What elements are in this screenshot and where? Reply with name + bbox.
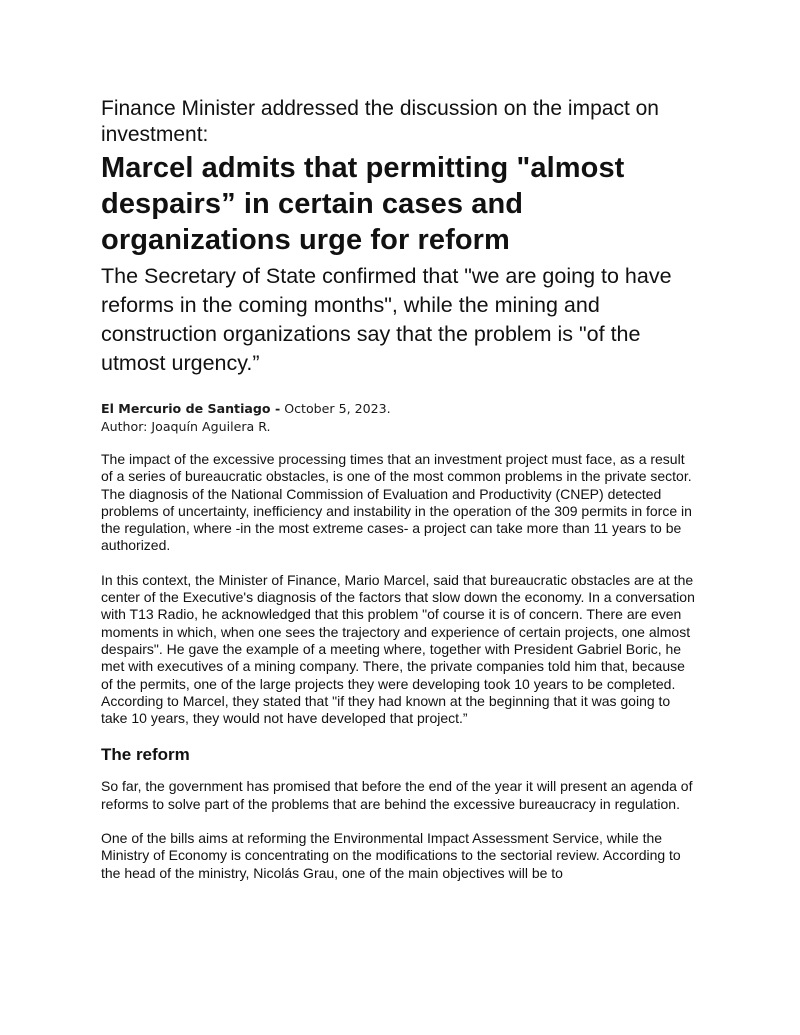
article-byline [101,400,701,436]
body-paragraph: One of the bills aims at reforming the Environmental Impact Assessment Service, while the Ministry of Economy is concentrating on the modifications to the sectorial review. According to the head of the ministry, Nicolás Grau, one of the main objectives will be to [101,830,681,881]
article-headline: Marcel admits that permitting "almost despairs” in certain cases and organizations urge for reform [101,152,625,256]
body-paragraph: So far, the government has promised that before the end of the year it will present an agenda of reforms to solve part of the problems that are behind the excessive bureaucracy in regulation. [101,778,693,812]
article [101,96,701,882]
publication-date: October 5, 2023. [284,401,391,416]
body-paragraph: In this context, the Minister of Finance, Mario Marcel, said that bureaucratic obstacles are at the center of the Executive's diagnosis of the factors that slow down the economy. In a conversation with T13 Radio, he acknowledged that this problem "of course it is of concern. There are even moments in which, when one sees the trajectory and experience of certain projects, one almost despairs". He gave the example of a meeting where, together with President Gabriel Boric, he met with executives of a mining company. There, the private companies told him that, because of the permits, one of the large projects they were developing took 10 years to be completed. According to Marcel, they stated that "if they had known at the beginning that it was going to take 10 years, they would not have developed that project.” [101,571,695,727]
body-paragraph: The impact of the excessive processing times that an investment project must face, as a result of a series of bureaucratic obstacles, is one of the most common problems in the private sector. The diagnosis of the National Commission of Evaluation and Productivity (CNEP) detected problems of uncertainty, inefficiency and instability in the operation of the 309 permits in force in the regulation, where -in the most extreme cases- a project can take more than 11 years to be authorized. [101,451,692,554]
section-heading: The reform [101,745,190,765]
article-kicker: Finance Minister addressed the discussion on the impact on investment: [101,97,659,146]
publication-source: El Mercurio de Santiago - [101,401,281,416]
article-author: Author: Joaquín Aguilera R. [101,419,271,434]
source-date-line [101,400,701,418]
article-subheadline: The Secretary of State confirmed that "we are going to have reforms in the coming months", while the mining and construction organizations say that the problem is "of the utmost urgency.” [101,264,672,375]
